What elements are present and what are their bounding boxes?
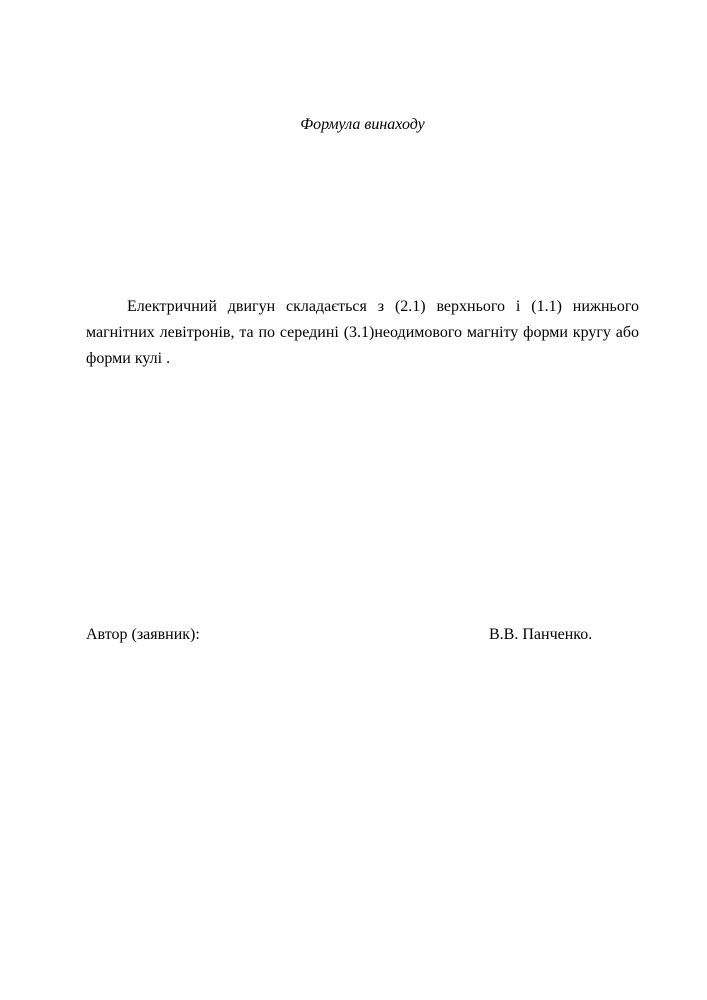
author-name: В.В. Панченко.: [489, 626, 593, 643]
document-title: Формула винаходу: [300, 116, 425, 133]
author-label: Автор (заявник):: [86, 626, 200, 643]
claim-paragraph: Електричний двигун складається з (2.1) верхнього і (1.1) нижнього магнітних левітронів, та по середині (3.1)неодимового магніту форми кругу або форми кулі .: [86, 298, 639, 367]
